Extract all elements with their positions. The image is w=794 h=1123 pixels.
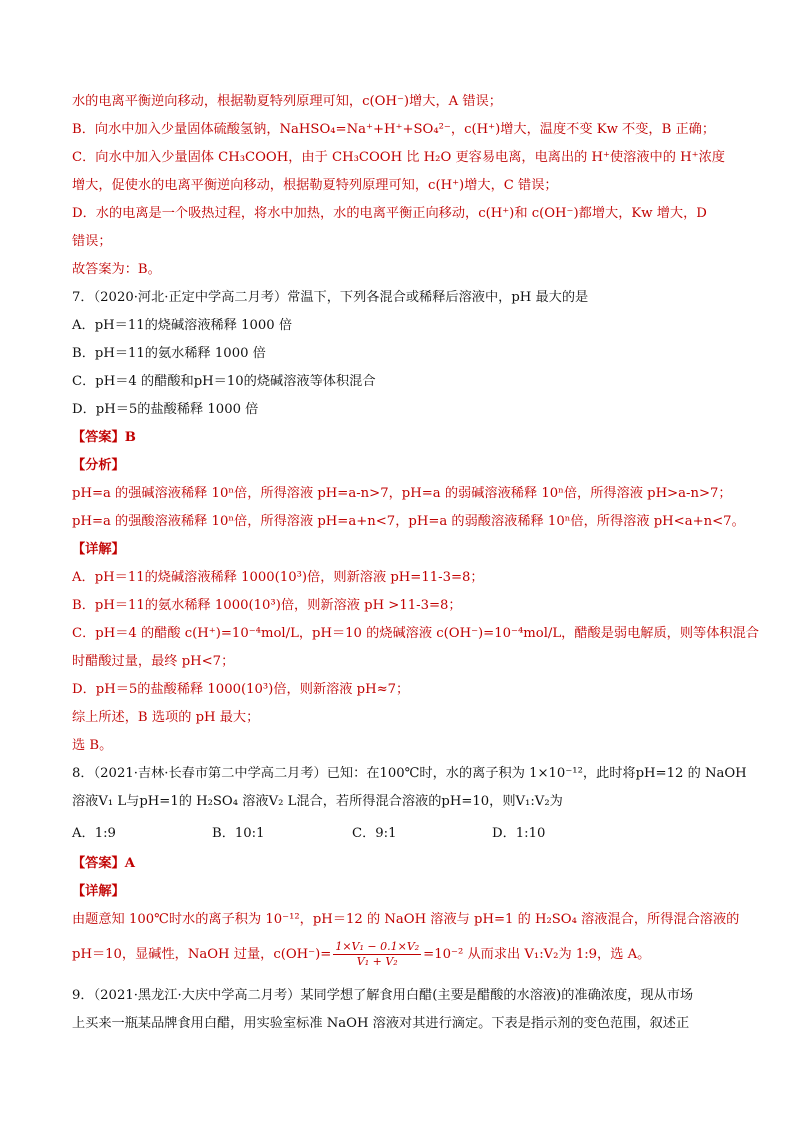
q8-answer: 【答案】A [72, 856, 135, 871]
q7-analysis-2: pH=a 的强酸溶液稀释 10ⁿ倍，所得溶液 pH=a+n<7，pH=a 的弱酸溶液稀释 10ⁿ倍，所得溶液 pH<a+n<7。 [72, 514, 745, 529]
fraction-numerator: 1×V₁ − 0.1×V₂ [335, 940, 420, 953]
q8-detail-2-suffix: =10⁻² 从而求出 V₁:V₂为 1:9，选 A。 [423, 947, 651, 962]
q9-stem-1: 9．（2021·黑龙江·大庆中学高二月考）某同学想了解食用白醋(主要是醋酸的水溶液)的准确浓度，现从市场 [72, 988, 694, 1003]
q8-option-d: D．1:10 [492, 826, 546, 841]
q9-stem-2: 上买来一瓶某品牌食用白醋，用实验室标准 NaOH 溶液对其进行滴定。下表是指示剂的变色范围，叙述正 [72, 1016, 690, 1031]
ohm-fraction [333, 940, 421, 969]
q7-detail-a: A．pH＝11的烧碱溶液稀释 1000(10³)倍，则新溶液 pH=11-3=8； [72, 570, 484, 585]
q7-detail-d: D．pH＝5的盐酸稀释 1000(10³)倍，则新溶液 pH≈7； [72, 682, 410, 697]
q8-option-c: C．9:1 [352, 826, 397, 841]
q7-stem: 7．（2020·河北·正定中学高二月考）常温下，下列各混合或稀释后溶液中，pH 最大的是 [72, 290, 589, 305]
q8-detail-1: 由题意知 100℃时水的离子积为 10⁻¹²，pH＝12 的 NaOH 溶液与 pH=1 的 H₂SO₄ 溶液混合，所得混合溶液的 [72, 912, 740, 927]
q7-choice: 选 B。 [72, 738, 113, 753]
q6-option-d-analysis-2: 错误； [72, 234, 112, 249]
q7-detail-c-2: 时醋酸过量，最终 pH<7； [72, 654, 235, 669]
q7-answer: 【答案】B [72, 430, 136, 445]
q7-detail-c-1: C．pH＝4 的醋酸 c(H⁺)=10⁻⁴mol/L，pH＝10 的烧碱溶液 c(OH⁻)=10⁻⁴mol/L，醋酸是弱电解质，则等体积混合 [72, 626, 759, 641]
q7-detail-b: B．pH＝11的氨水稀释 1000(10³)倍，则新溶液 pH >11-3=8； [72, 598, 462, 613]
q7-detail-tag: 【详解】 [72, 542, 125, 557]
q7-option-d: D．pH＝5的盐酸稀释 1000 倍 [72, 402, 259, 417]
q8-detail-2 [72, 940, 650, 970]
q6-option-d-analysis-1: D．水的电离是一个吸热过程，将水中加热，水的电离平衡正向移动，c(H⁺)和 c(OH⁻)都增大，Kw 增大，D [72, 206, 707, 221]
fraction-denominator: V₁ + V₂ [356, 955, 398, 968]
q6-option-c-analysis-2: 增大，促使水的电离平衡逆向移动，根据勒夏特列原理可知，c(H⁺)增大，C 错误； [72, 178, 558, 193]
q6-conclusion: 故答案为：B。 [72, 262, 161, 277]
q8-detail-tag: 【详解】 [72, 884, 125, 899]
q7-analysis-1: pH=a 的强碱溶液稀释 10ⁿ倍，所得溶液 pH=a-n>7，pH=a 的弱碱溶液稀释 10ⁿ倍，所得溶液 pH>a-n>7； [72, 486, 732, 501]
q6-option-b-analysis: B．向水中加入少量固体硫酸氢钠，NaHSO₄=Na⁺+H⁺+SO₄²⁻，c(H⁺)增大，温度不变 Kw 不变，B 正确； [72, 122, 716, 137]
q8-option-a: A．1:9 [72, 826, 116, 841]
q8-stem-2: 溶液V₁ L与pH=1的 H₂SO₄ 溶液V₂ L混合，若所得混合溶液的pH=10，则V₁:V₂为 [72, 794, 563, 809]
q6-option-c-analysis-1: C．向水中加入少量固体 CH₃COOH，由于 CH₃COOH 比 H₂O 更容易电离，电离出的 H⁺使溶液中的 H⁺浓度 [72, 150, 725, 165]
q7-analysis-tag: 【分析】 [72, 458, 125, 473]
q8-detail-2-prefix: pH＝10，显碱性，NaOH 过量，c(OH⁻)= [72, 947, 332, 962]
q7-option-a: A．pH＝11的烧碱溶液稀释 1000 倍 [72, 318, 293, 333]
q7-option-c: C．pH＝4 的醋酸和pH＝10的烧碱溶液等体积混合 [72, 374, 376, 389]
q8-option-b: B．10:1 [212, 826, 265, 841]
q7-option-b: B．pH＝11的氨水稀释 1000 倍 [72, 346, 266, 361]
q7-summary: 综上所述，B 选项的 pH 最大； [72, 710, 260, 725]
q8-options [72, 824, 632, 844]
q8-stem-1: 8．（2021·吉林·长春市第二中学高二月考）已知：在100℃时，水的离子积为 1×10⁻¹²，此时将pH=12 的 NaOH [72, 766, 747, 781]
q6-analysis-line: 水的电离平衡逆向移动，根据勒夏特列原理可知，c(OH⁻)增大，A 错误； [72, 94, 502, 109]
